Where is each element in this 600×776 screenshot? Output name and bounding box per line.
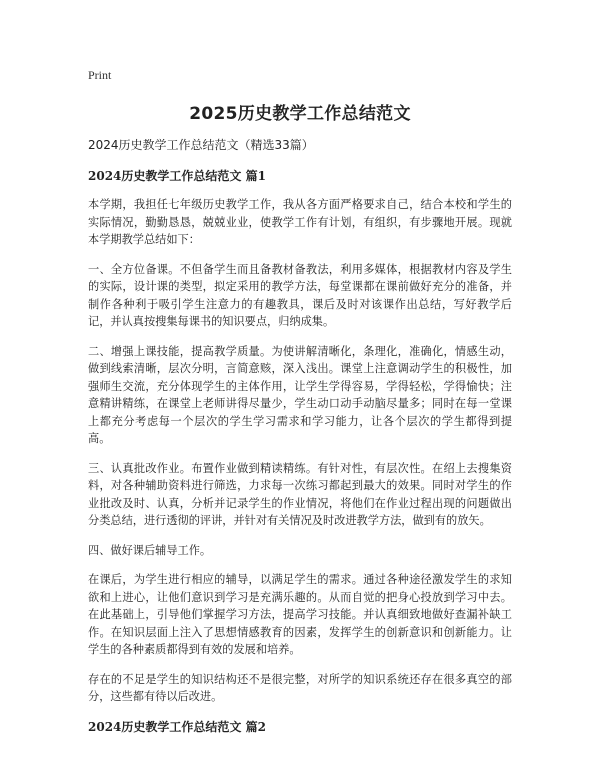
paragraph-homework: 三、认真批改作业。布置作业做到精读精练。有针对性，有层次性。在绍上去搜集资料，对各种辅助资料进行筛选，力求每一次练习都起到最大的效果。同时对学生的作业批改及时、认真，分析并记录学生的作业情况，将他们在作业过程出现的问题做出分类总结，进行透彻的评讲，并针对有关情况及时改进教学方法，做到有的放矢。	[88, 461, 512, 527]
print-label[interactable]: Print	[88, 68, 112, 82]
paragraph-shortcomings: 存在的不足是学生的知识结构还不是很完整，对所学的知识系统还存在很多真空的部分，这些都有待以后改进。	[88, 672, 512, 703]
paragraph-intro: 本学期，我担任七年级历史教学工作，我从各方面严格要求自己，结合本校和学生的实际情况，勤勤恳恳，兢兢业业，使教学工作有计划，有组织，有步骤地开展。现就本学期教学总结如下：	[88, 198, 512, 246]
section-heading-1: 2024历史教学工作总结范文 篇1	[88, 169, 266, 183]
paragraph-preparation: 一、全方位备课。不但备学生而且备教材备教法，利用多媒体，根据教材内容及学生的实际，设计课的类型，拟定采用的教学方法，每堂课都在课前做好充分的准备，并制作各种利于吸引学生注意力的有趣教具，课后及时对该课作出总结，写好教学后记，并认真按搜集每课书的知识要点，归纳成集。	[88, 262, 512, 328]
section-heading-2: 2024历史教学工作总结范文 篇2	[88, 719, 266, 734]
paragraph-teaching-skills: 二、增强上课技能，提高教学质量。为使讲解清晰化，条理化，准确化，情感生动，做到线索清晰，层次分明，言简意赅，深入浅出。课堂上注意调动学生的积极性，加强师生交流，充分体现学生的主体作用，让学生学得容易，学得轻松，学得愉快；注意精讲精练，在课堂上老师讲得尽量少，学生动口动手动脑尽量多；同时在每一堂课上都充分考虑每一个层次的学生学习需求和学习能力，让各个层次的学生都得到提高。	[88, 344, 512, 445]
document-subtitle: 2024历史教学工作总结范文（精选33篇）	[88, 138, 314, 152]
paragraph-tutoring-heading: 四、做好课后辅导工作。	[88, 543, 212, 557]
paragraph-tutoring: 在课后，为学生进行相应的辅导，以满足学生的需求。通过各种途径激发学生的求知欲和上进心，让他们意识到学习是充满乐趣的。从而自觉的把身心投放到学习中去。在此基础上，引导他们掌握学习方法，提高学习技能。并认真细致地做好查漏补缺工作。在知识层面上注入了思想情感教育的因素，发挥学生的创新意识和创新能力。让学生的各种素质都得到有效的发展和培养。	[88, 573, 512, 656]
page-title: 2025历史教学工作总结范文	[189, 104, 411, 124]
